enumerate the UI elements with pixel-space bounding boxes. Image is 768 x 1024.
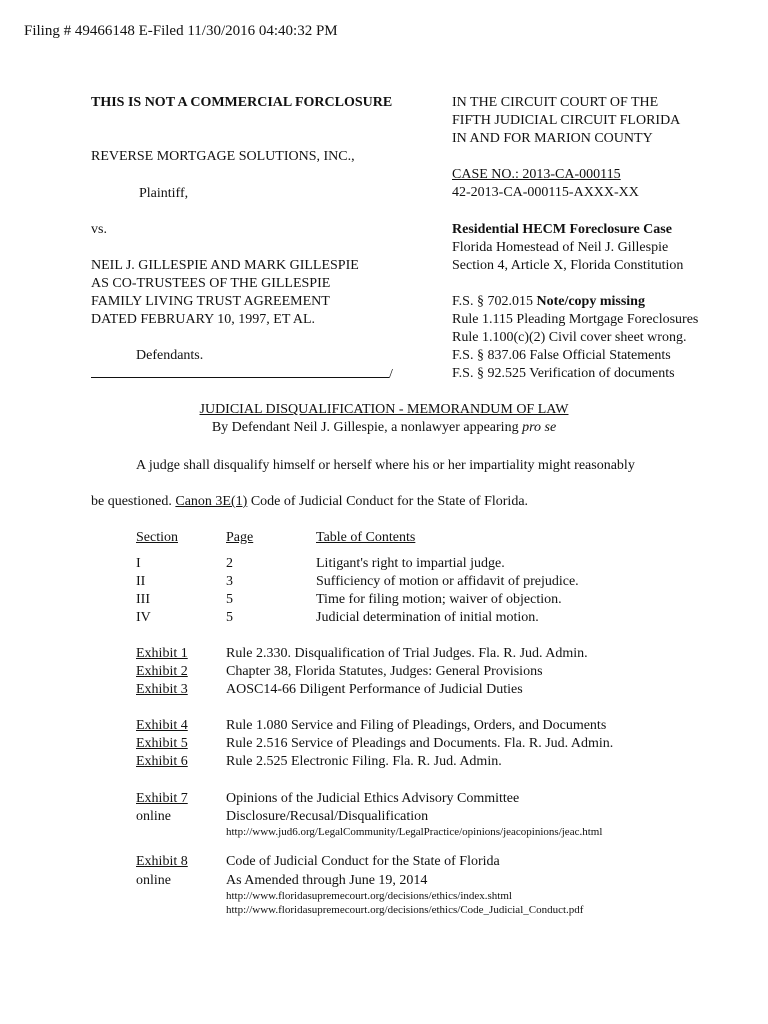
case-type: Residential HECM Foreclosure Case xyxy=(452,222,672,237)
filing-header: Filing # 49466148 E-Filed 11/30/2016 04:40:32 PM xyxy=(24,23,338,39)
exhibit-4-description: Rule 1.080 Service and Filing of Pleadings, Orders, and Documents xyxy=(226,718,607,733)
byline-pro-se: pro se xyxy=(522,420,557,435)
homestead-line-1: Florida Homestead of Neil J. Gillespie xyxy=(452,240,669,255)
exhibit-2-link[interactable]: Exhibit 2 xyxy=(136,664,188,679)
toc-row xyxy=(0,555,680,573)
toc-header-title: Table of Contents xyxy=(316,530,416,545)
court-line-2: FIFTH JUDICIAL CIRCUIT FLORIDA xyxy=(452,113,681,128)
exhibit-3-description: AOSC14-66 Diligent Performance of Judicial Duties xyxy=(226,682,523,697)
toc-title: Sufficiency of motion or affidavit of prejudice. xyxy=(316,574,579,589)
toc-title: Judicial determination of initial motion. xyxy=(316,610,539,625)
court-line-1: IN THE CIRCUIT COURT OF THE xyxy=(452,95,659,110)
statute-702-note: Note/copy missing xyxy=(536,294,645,309)
body-line-2-prefix: be questioned. xyxy=(91,494,172,509)
body-line-2 xyxy=(91,493,528,511)
exhibit-8-line-1: Code of Judicial Conduct for the State of Florida xyxy=(226,854,500,869)
exhibit-8-url-2[interactable]: http://www.floridasupremecourt.org/decisions/ethics/Code_Judicial_Conduct.pdf xyxy=(226,904,584,916)
exhibit-8-url-1[interactable]: http://www.floridasupremecourt.org/decisions/ethics/index.shtml xyxy=(226,890,512,902)
rule-line-3: F.S. § 837.06 False Official Statements xyxy=(452,348,671,363)
exhibit-1-link[interactable]: Exhibit 1 xyxy=(136,646,188,661)
toc-page: 5 xyxy=(226,610,233,625)
signature-rule xyxy=(91,365,389,378)
commercial-foreclosure-notice: THIS IS NOT A COMMERCIAL FORCLOSURE xyxy=(91,95,393,110)
exhibit-2-description: Chapter 38, Florida Statutes, Judges: General Provisions xyxy=(226,664,543,679)
rule-line-1: Rule 1.115 Pleading Mortgage Foreclosures xyxy=(452,312,699,327)
byline-text: By Defendant Neil J. Gillespie, a nonlawyer appearing xyxy=(211,420,519,435)
case-number-alt: 42-2013-CA-000115-AXXX-XX xyxy=(452,185,639,200)
toc-page: 2 xyxy=(226,556,233,571)
toc-page: 3 xyxy=(226,574,233,589)
defendant-line-2: AS CO-TRUSTEES OF THE GILLESPIE xyxy=(91,276,331,291)
toc-section: II xyxy=(136,574,146,589)
exhibit-5-description: Rule 2.516 Service of Pleadings and Documents. Fla. R. Jud. Admin. xyxy=(226,736,614,751)
case-number: CASE NO.: 2013-CA-000115 xyxy=(452,167,621,182)
exhibit-8-online-label: online xyxy=(136,873,171,888)
toc-page: 5 xyxy=(226,592,233,607)
court-line-3: IN AND FOR MARION COUNTY xyxy=(452,131,653,146)
defendant-line-4: DATED FEBRUARY 10, 1997, ET AL. xyxy=(91,312,316,327)
rule-line-2: Rule 1.100(c)(2) Civil cover sheet wrong. xyxy=(452,330,687,345)
signature-slash: / xyxy=(389,367,393,382)
defendant-line-1: NEIL J. GILLESPIE AND MARK GILLESPIE xyxy=(91,258,359,273)
toc-title: Time for filing motion; waiver of objection. xyxy=(316,592,562,607)
toc-row xyxy=(0,591,680,609)
canon-link[interactable]: Canon 3E(1) xyxy=(175,494,248,509)
document-byline xyxy=(0,419,768,437)
toc-section: IV xyxy=(136,610,151,625)
toc-row xyxy=(0,609,680,627)
toc-table xyxy=(0,529,768,625)
defendant-line-3: FAMILY LIVING TRUST AGREEMENT xyxy=(91,294,330,309)
exhibit-6-link[interactable]: Exhibit 6 xyxy=(136,754,188,769)
body-line-1: A judge shall disqualify himself or herself where his or her impartiality might reasonably xyxy=(136,458,635,473)
exhibit-1-description: Rule 2.330. Disqualification of Trial Judges. Fla. R. Jud. Admin. xyxy=(226,646,588,661)
statute-702-line xyxy=(452,293,645,311)
rule-line-4: F.S. § 92.525 Verification of documents xyxy=(452,366,675,381)
exhibit-7-line-2: Disclosure/Recusal/Disqualification xyxy=(226,809,429,824)
toc-section: III xyxy=(136,592,150,607)
exhibit-8-link[interactable]: Exhibit 8 xyxy=(136,854,188,869)
statute-702-prefix: F.S. § 702.015 xyxy=(452,294,533,309)
toc-header-page: Page xyxy=(226,530,254,545)
exhibit-7-url[interactable]: http://www.jud6.org/LegalCommunity/LegalPractice/opinions/jeacopinions/jeac.html xyxy=(226,826,603,838)
homestead-line-2: Section 4, Article X, Florida Constitution xyxy=(452,258,684,273)
document-title: JUDICIAL DISQUALIFICATION - MEMORANDUM OF LAW xyxy=(199,402,569,417)
exhibit-7-link[interactable]: Exhibit 7 xyxy=(136,791,188,806)
defendants-label: Defendants. xyxy=(136,348,204,363)
exhibit-4-link[interactable]: Exhibit 4 xyxy=(136,718,188,733)
exhibit-7-line-1: Opinions of the Judicial Ethics Advisory Committee xyxy=(226,791,520,806)
plaintiff-name: REVERSE MORTGAGE SOLUTIONS, INC., xyxy=(91,149,355,164)
toc-header-section: Section xyxy=(136,530,178,545)
body-line-2-suffix: Code of Judicial Conduct for the State of Florida. xyxy=(250,494,529,509)
exhibit-7-online-label: online xyxy=(136,809,171,824)
exhibit-3-link[interactable]: Exhibit 3 xyxy=(136,682,188,697)
exhibit-8-line-2: As Amended through June 19, 2014 xyxy=(226,873,428,888)
caption-signature-line xyxy=(91,365,393,384)
exhibit-5-link[interactable]: Exhibit 5 xyxy=(136,736,188,751)
exhibit-6-description: Rule 2.525 Electronic Filing. Fla. R. Jud. Admin. xyxy=(226,754,502,769)
toc-section: I xyxy=(136,556,141,571)
toc-header-row xyxy=(0,529,680,547)
toc-title: Litigant's right to impartial judge. xyxy=(316,556,505,571)
versus-label: vs. xyxy=(91,222,107,237)
plaintiff-label: Plaintiff, xyxy=(139,186,189,201)
toc-row xyxy=(0,573,680,591)
